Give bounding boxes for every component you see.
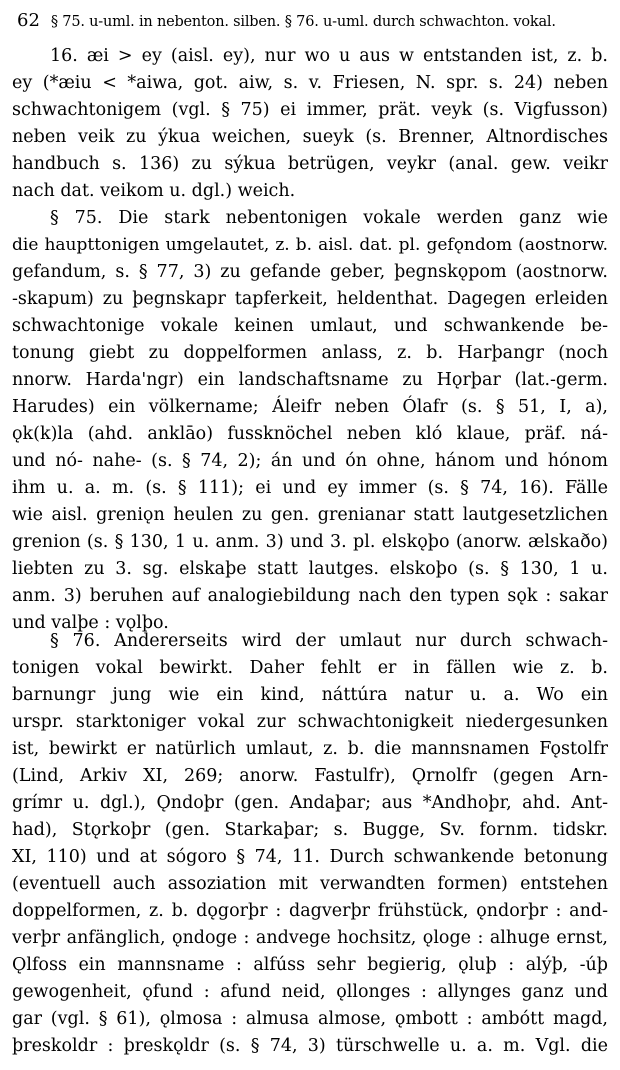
text-line: Harudes) ein völkername; Áleifr neben Ólafr (s. § 51, I, a), <box>12 397 608 417</box>
text-line: Ǫlfoss ein mannsname : alfúss sehr begierig, ǫluþ : alýþ, -úþ <box>12 955 608 975</box>
text-line: -skapum) zu þegnskapr tapferkeit, heldenthat. Dagegen erleiden <box>12 289 608 309</box>
text-line: ihm u. a. m. (s. § 111); ei und ey immer (s. § 74, 16). Fälle <box>12 478 608 498</box>
text-line: tonigen vokal bewirkt. Daher fehlt er in fällen wie z. b. <box>12 658 608 678</box>
text-line: (eventuell auch assoziation mit verwandten formen) entstehen <box>12 874 608 894</box>
paragraph-item-16 <box>12 43 608 205</box>
paragraph-section-75 <box>12 205 608 637</box>
text-line: (Lind, Arkiv XI, 269; anorw. Fastulfr), Ǫrnolfr (gegen Arn- <box>12 766 608 786</box>
text-line: gar (vgl. § 61), ǫlmosa : almusa almose, ǫmbott : ambótt magd, <box>12 1009 608 1029</box>
text-line: XI, 110) und at sógoro § 74, 11. Durch schwankende betonung <box>12 847 608 867</box>
text-line: had), Stǫrkoþr (gen. Starkaþar; s. Bugge, Sv. fornm. tidskr. <box>12 820 608 840</box>
text-line: 16. æi > ey (aisl. ey), nur wo u aus w entstanden ist, z. b. <box>50 46 608 66</box>
text-line: nach dat. veikom u. dgl.) weich. <box>12 181 296 201</box>
page-number: 62 <box>17 10 40 31</box>
text-line: tonung giebt zu doppelformen anlass, z. b. Harþangr (noch <box>12 343 608 363</box>
text-line: § 76. Andererseits wird der umlaut nur durch schwach- <box>50 631 608 651</box>
text-line: grenion (s. § 130, 1 u. anm. 3) und 3. pl. elskǫþo (anorw. ælskaðo) <box>12 532 608 552</box>
text-line: þreskoldr : þreskǫldr (s. § 74, 3) türschwelle u. a. m. Vgl. die <box>12 1036 608 1056</box>
text-line: wie aisl. greniǫn heulen zu gen. grenianar statt lautgesetzlichen <box>12 505 608 525</box>
text-line: doppelformen, z. b. dǫgorþr : dagverþr frühstück, ǫndorþr : and- <box>12 901 608 921</box>
text-line: neben veik zu ýkua weichen, sueyk (s. Brenner, Altnordisches <box>12 127 608 147</box>
text-line: handbuch s. 136) zu sýkua betrügen, veykr (anal. gew. veikr <box>12 154 608 174</box>
text-line: liebten zu 3. sg. elskaþe statt lautges. elskoþo (s. § 130, 1 u. <box>12 559 608 579</box>
text-line: gewogenheit, ǫfund : afund neid, ǫllonges : allynges ganz und <box>12 982 608 1002</box>
text-line: gefandum, s. § 77, 3) zu gefande geber, þegnskǫpom (aostnorw. <box>12 262 608 282</box>
text-line: ey (*æiu < *aiwa, got. aiw, s. v. Friesen, N. spr. s. 24) neben <box>12 73 608 93</box>
text-line: § 75. Die stark nebentonigen vokale werden ganz wie <box>50 208 608 228</box>
text-line: anm. 3) beruhen auf analogiebildung nach den typen sǫk : sakar <box>12 586 608 606</box>
running-title: § 75. u-uml. in nebenton. silben. § 76. u-uml. durch schwachton. vokal. <box>50 14 556 30</box>
paragraph-section-76 <box>12 628 608 1060</box>
text-line: und nó- nahe- (s. § 74, 2); án und ón ohne, hánom und hónom <box>12 451 608 471</box>
text-line: urspr. starktoniger vokal zur schwachtonigkeit niedergesunken <box>12 712 608 732</box>
text-line: schwachtonige vokale keinen umlaut, und schwankende be- <box>12 316 608 336</box>
text-line: barnungr jung wie ein kind, náttúra natur u. a. Wo ein <box>12 685 608 705</box>
text-line: und valþe : vǫlþo. <box>12 613 169 633</box>
running-header <box>17 8 607 34</box>
text-line: ǫk(k)la (ahd. anklāo) fussknöchel neben kló klaue, präf. ná- <box>12 424 608 444</box>
text-line: nnorw. Harda'ngr) ein landschaftsname zu Hǫrþar (lat.-germ. <box>12 370 608 390</box>
text-line: die haupttonigen umgelautet, z. b. aisl. dat. pl. gefǫndom (aostnorw. <box>12 235 608 255</box>
text-line: verþr anfänglich, ǫndoge : andvege hochsitz, ǫloge : alhuge ernst, <box>12 928 608 948</box>
text-line: grímr u. dgl.), Ǫndoþr (gen. Andaþar; aus *Andhoþr, ahd. Ant- <box>12 793 608 813</box>
text-line: ist, bewirkt er natürlich umlaut, z. b. die mannsnamen Fǫstolfr <box>12 739 608 759</box>
text-line: schwachtonigem (vgl. § 75) ei immer, prät. veyk (s. Vigfusson) <box>12 100 608 120</box>
